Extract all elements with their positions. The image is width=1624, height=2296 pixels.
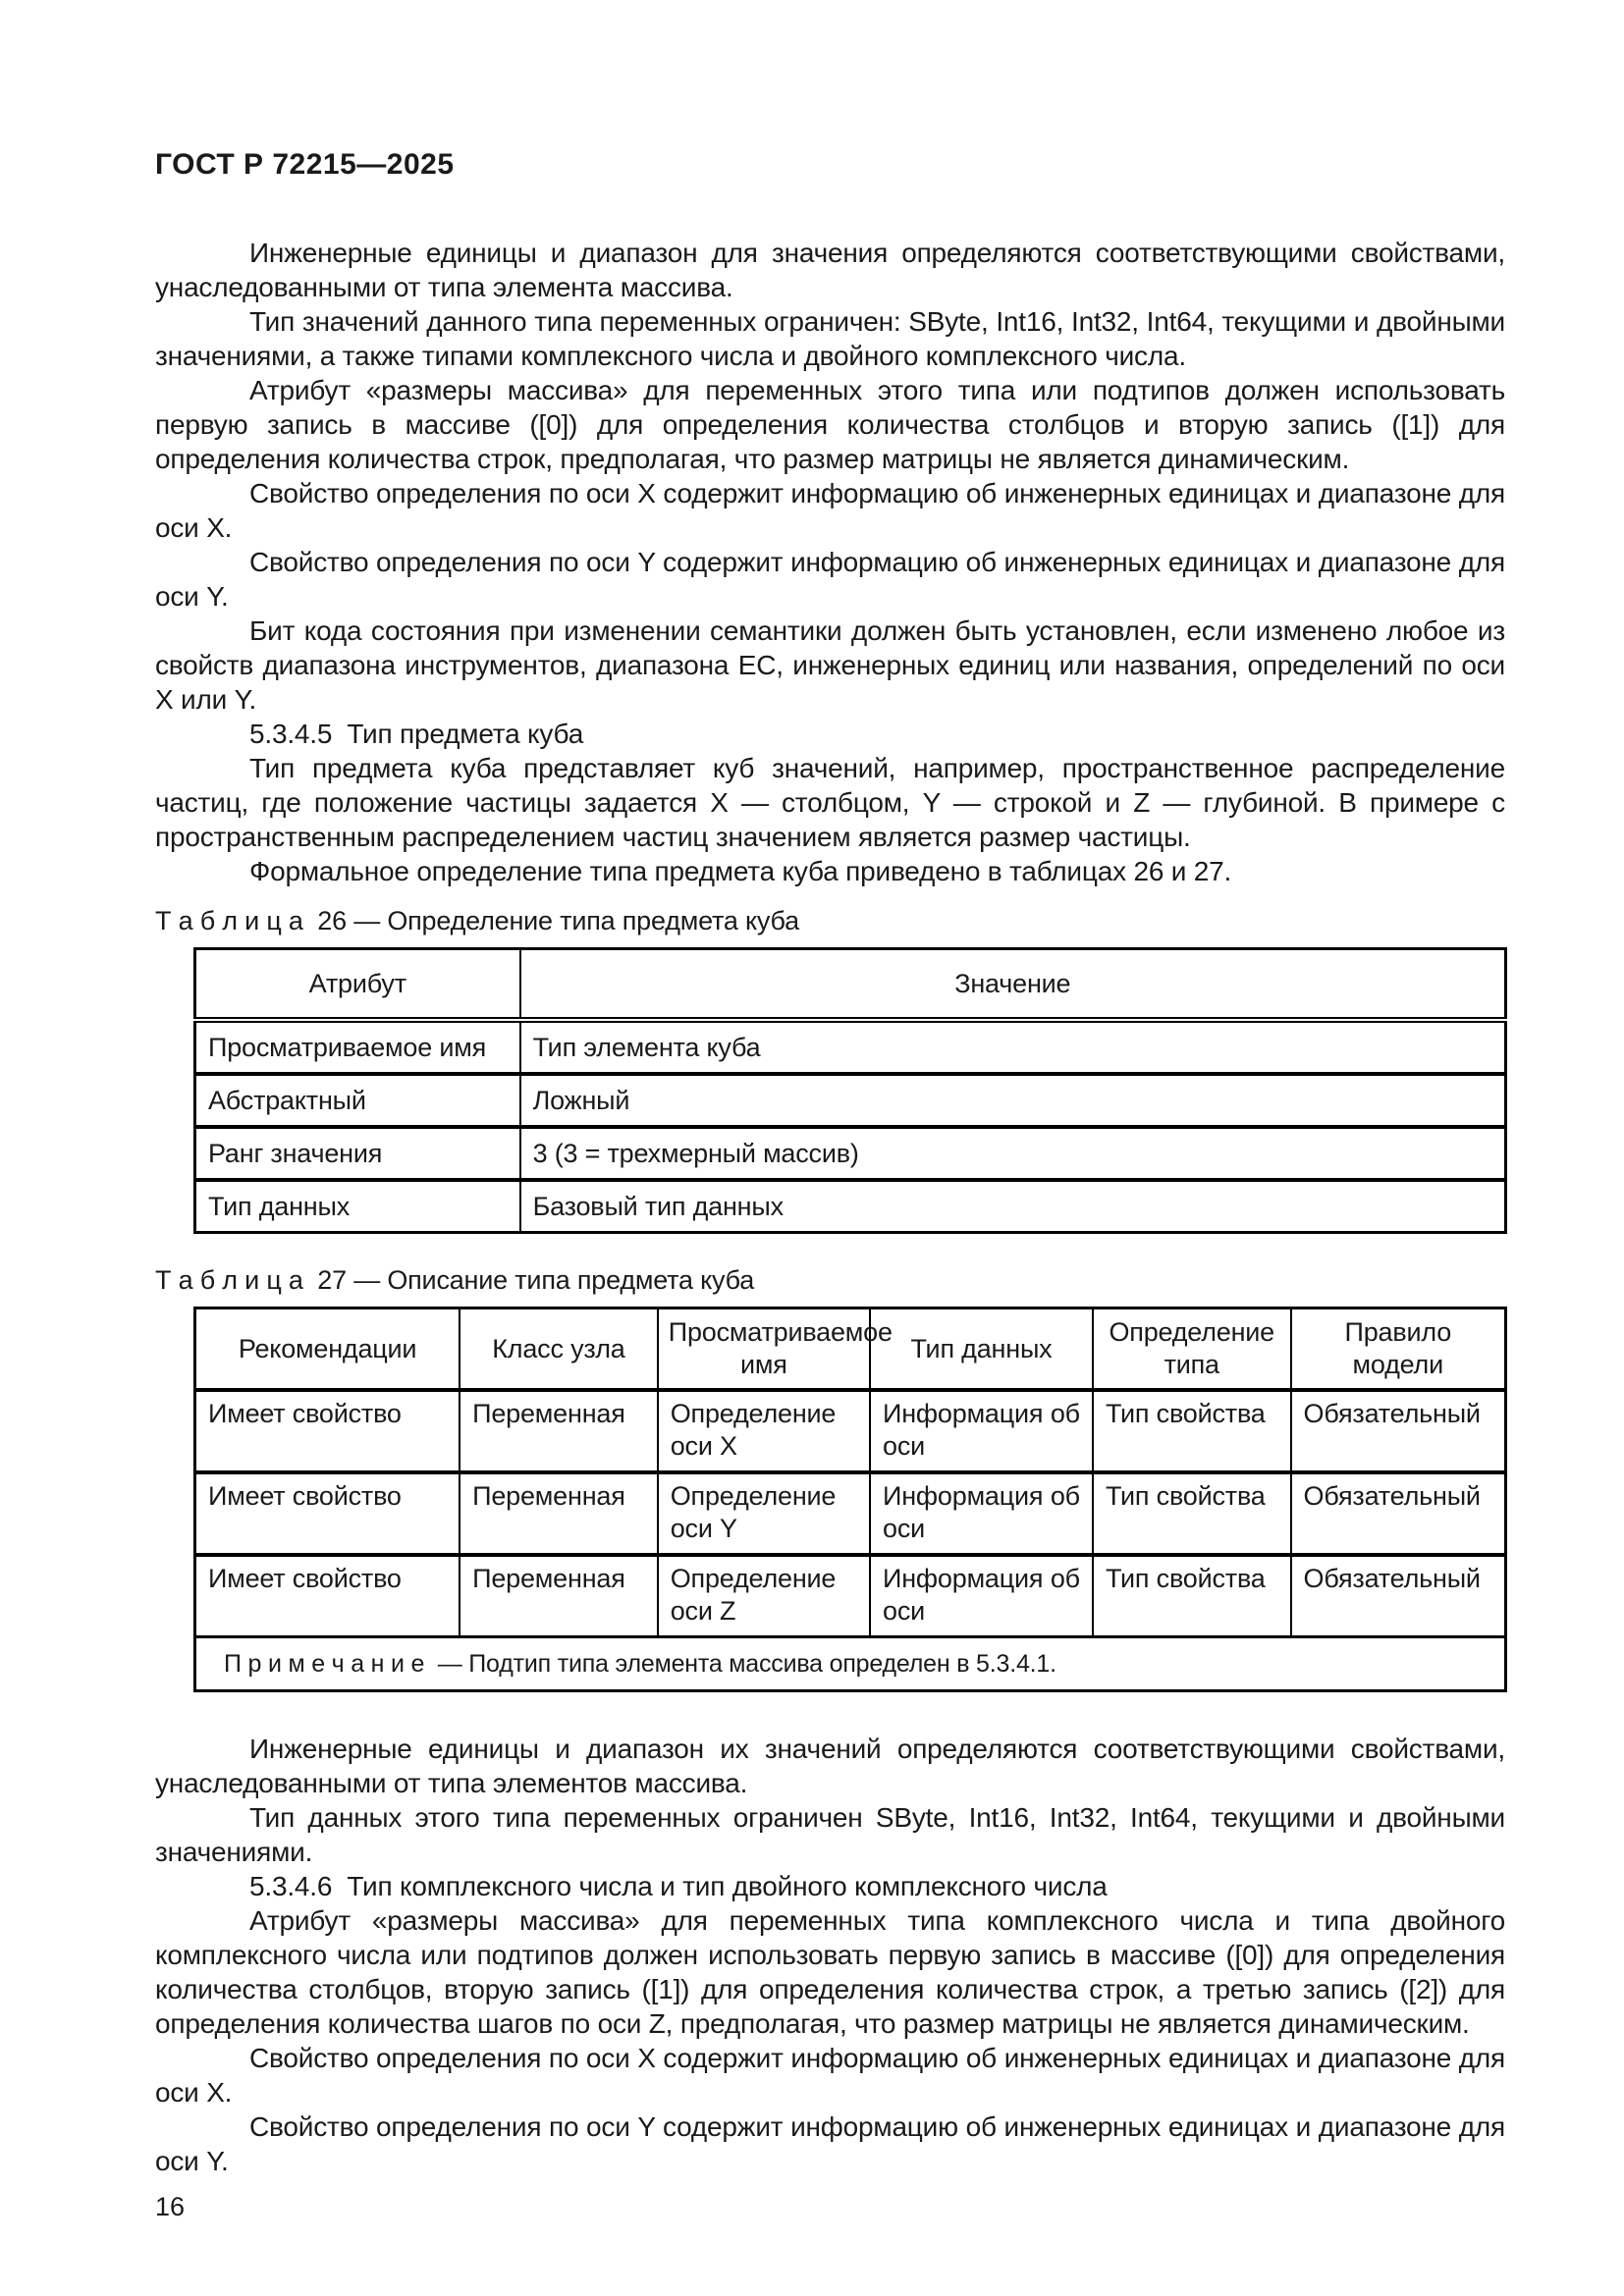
section-heading-5-3-4-5: 5.3.4.5 Тип предмета куба xyxy=(249,719,584,749)
table27-cell-0-1: Переменная xyxy=(460,1390,658,1472)
table27-cell-1-4: Тип свойства xyxy=(1093,1472,1291,1555)
table27-note-row xyxy=(195,1637,1506,1691)
table27-cell-0-3: Информация об оси xyxy=(870,1390,1093,1472)
table27-cell-2-4: Тип свойства xyxy=(1093,1555,1291,1637)
paragraph-y-axis-definition: Свойство определения по оси Y содержит информацию об инженерных единицах и диапазоне для оси Y. xyxy=(155,547,1505,612)
table26-cell-val-3: Базовый тип данных xyxy=(520,1180,1506,1233)
page-number: 16 xyxy=(155,2192,186,2221)
table26-caption: Т а б л и ц а 26 — Определение типа предмета куба xyxy=(155,906,799,935)
table27-header-data-type: Тип данных xyxy=(870,1308,1093,1391)
table27-caption: Т а б л и ц а 27 — Описание типа предмета куба xyxy=(155,1265,755,1295)
table-row xyxy=(195,1472,1506,1555)
paragraph-y-axis-definition-2: Свойство определения по оси Y содержит информацию об инженерных единицах и диапазоне для оси Y. xyxy=(155,2111,1505,2176)
table27-cell-1-5: Обязательный xyxy=(1291,1472,1506,1555)
table27-cube-item-type-description xyxy=(193,1307,1507,1692)
table27-cell-1-2: Определение оси Y xyxy=(658,1472,870,1555)
table27-cell-1-1: Переменная xyxy=(460,1472,658,1555)
table26-cell-val-1: Ложный xyxy=(520,1074,1506,1127)
paragraph-eng-units-value: Инженерные единицы и диапазон для значения определяются соответствующими свойствами, унаследованными от типа элемента массива. xyxy=(155,238,1505,302)
doc-header-title: ГОСТ Р 72215—2025 xyxy=(155,148,455,181)
table-row xyxy=(195,1020,1506,1074)
paragraph-cube-item-description: Тип предмета куба представляет куб значений, например, пространственное распределение частиц, где положение частицы задается X — столбцом, Y — строкой и Z — глубиной. В примере с пространственным распределением частиц значением является размер частицы. xyxy=(155,753,1505,852)
table27-note: П р и м е ч а н и е — Подтип типа элемента массива определен в 5.3.4.1. xyxy=(195,1637,1506,1691)
table27-cell-2-0: Имеет свойство xyxy=(195,1555,460,1637)
table27-header-node-class: Класс узла xyxy=(460,1308,658,1391)
table27-cell-2-5: Обязательный xyxy=(1291,1555,1506,1637)
table27-header-type-definition: Определение типа xyxy=(1093,1308,1291,1391)
table27-cell-1-0: Имеет свойство xyxy=(195,1472,460,1555)
paragraph-x-axis-definition: Свойство определения по оси X содержит информацию об инженерных единицах и диапазоне для оси X. xyxy=(155,478,1505,543)
table26-cell-val-0: Тип элемента куба xyxy=(520,1020,1506,1074)
section-heading-5-3-4-6: 5.3.4.6 Тип комплексного числа и тип двойного комплексного числа xyxy=(249,1871,1108,1901)
table27-cell-0-0: Имеет свойство xyxy=(195,1390,460,1472)
table-row xyxy=(195,1127,1506,1180)
table27-cell-1-3: Информация об оси xyxy=(870,1472,1093,1555)
paragraph-x-axis-definition-2: Свойство определения по оси X содержит информацию об инженерных единицах и диапазоне для оси X. xyxy=(155,2043,1505,2108)
table-row xyxy=(195,1390,1506,1472)
table27-cell-0-2: Определение оси X xyxy=(658,1390,870,1472)
table-row xyxy=(195,1555,1506,1637)
table27-cell-2-1: Переменная xyxy=(460,1555,658,1637)
paragraph-eng-units-values: Инженерные единицы и диапазон их значений определяются соответствующими свойствами, унаследованными от типа элементов массива. xyxy=(155,1734,1505,1798)
paragraph-array-dimensions: Атрибут «размеры массива» для переменных этого типа или подтипов должен использовать первую запись в массиве ([0]) для определения количества столбцов и вторую запись ([1]) для определения количества строк, предполагая, что размер матрицы не является динамическим. xyxy=(155,375,1505,474)
paragraph-formal-definition: Формальное определение типа предмета куба приведено в таблицах 26 и 27. xyxy=(249,856,1232,886)
table27-header-recommendations: Рекомендации xyxy=(195,1308,460,1391)
table26-header-attribute: Атрибут xyxy=(195,949,520,1021)
table26-cell-attr-1: Абстрактный xyxy=(195,1074,520,1127)
spacer xyxy=(155,1692,1505,1732)
paragraph-complex-array-dimensions: Атрибут «размеры массива» для переменных типа комплексного числа и типа двойного комплексного числа или подтипов должен использовать первую запись в массиве ([0]) для определения количества столбцов, вторую запись ([1]) для определения количества строк, а третью запись ([2]) для определения количества шагов по оси Z, предполагая, что размер матрицы не является динамическим. xyxy=(155,1905,1505,2039)
paragraph-data-type-limited: Тип данных этого типа переменных ограничен SByte, Int16, Int32, Int64, текущими и двойными значениями. xyxy=(155,1802,1505,1867)
table27-cell-2-2: Определение оси Z xyxy=(658,1555,870,1637)
table27-header-model-rule: Правило модели xyxy=(1291,1308,1506,1391)
table26-cell-attr-0: Просматриваемое имя xyxy=(195,1020,520,1074)
table26-cell-attr-3: Тип данных xyxy=(195,1180,520,1233)
table-row xyxy=(195,1074,1506,1127)
table27-header-browse-name: Просматриваемое имя xyxy=(658,1308,870,1391)
paragraph-value-types: Тип значений данного типа переменных ограничен: SByte, Int16, Int32, Int64, текущими и двойными значениями, а также типами комплексного числа и двойного комплексного числа. xyxy=(155,306,1505,371)
table27-cell-2-3: Информация об оси xyxy=(870,1555,1093,1637)
table27-cell-0-4: Тип свойства xyxy=(1093,1390,1291,1472)
table26-cube-item-type-definition xyxy=(193,947,1507,1234)
table27-cell-0-5: Обязательный xyxy=(1291,1390,1506,1472)
table27-header-row xyxy=(195,1308,1506,1391)
paragraph-status-code-bit: Бит кода состояния при изменении семантики должен быть установлен, если изменено любое из свойств диапазона инструментов, диапазона ЕС, инженерных единиц или названия, определений по оси X или Y. xyxy=(155,615,1505,715)
table26-header-value: Значение xyxy=(520,949,1506,1021)
table26-header-row xyxy=(195,949,1506,1021)
table-row xyxy=(195,1180,1506,1233)
table26-cell-attr-2: Ранг значения xyxy=(195,1127,520,1180)
table26-cell-val-2: 3 (3 = трехмерный массив) xyxy=(520,1127,1506,1180)
